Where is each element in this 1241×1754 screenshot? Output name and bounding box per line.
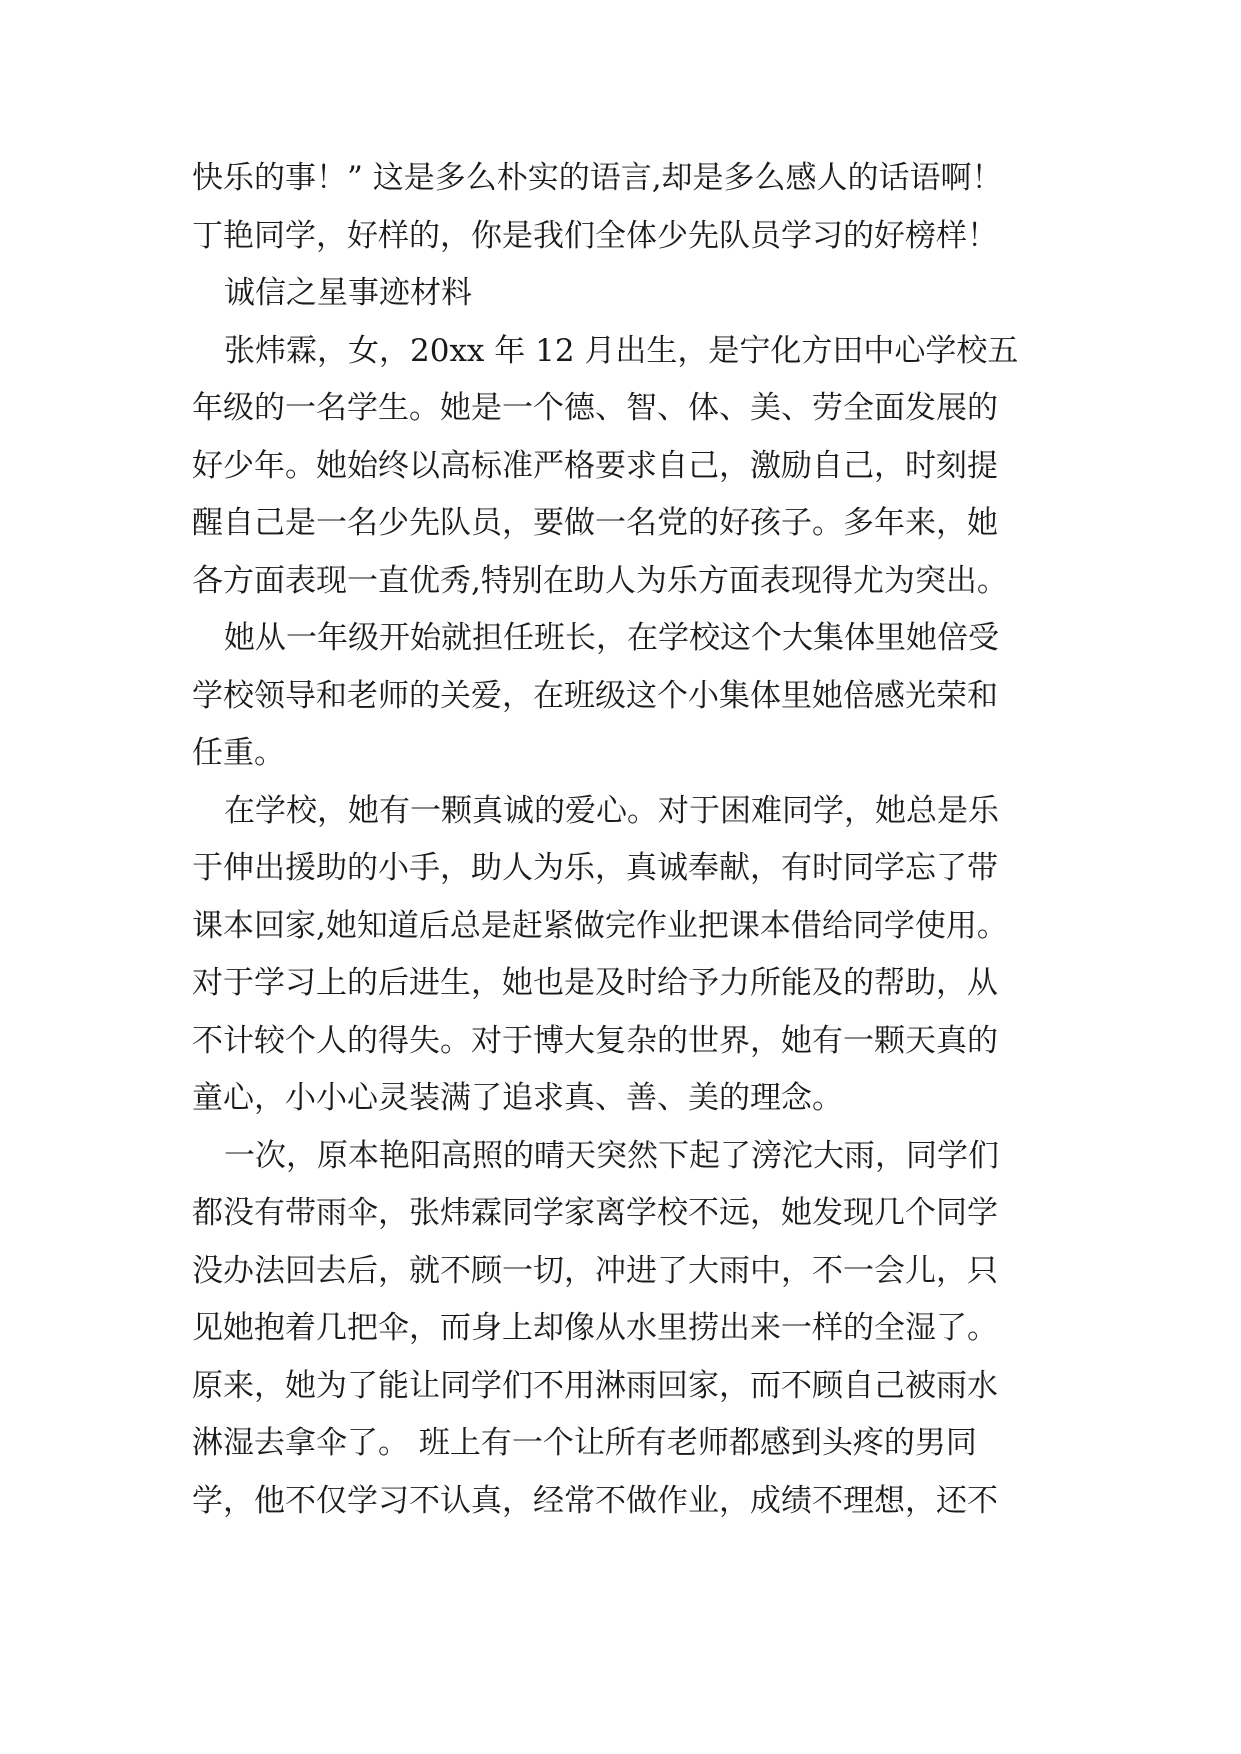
document-body (192, 150, 1072, 1530)
text-line: 她从一年级开始就担任班长，在学校这个大集体里她倍受 (224, 620, 999, 656)
text-line: 都没有带雨伞，张炜霖同学家离学校不远，她发现几个同学 (192, 1195, 998, 1231)
text-line: 好少年。她始终以高标准严格要求自己，激励自己，时刻提 (192, 447, 998, 484)
text-line: 学，他不仅学习不认真，经常不做作业，成绩不理想，还不 (192, 1482, 998, 1519)
text-line: 丁艳同学，好样的，你是我们全体少先队员学习的好榜样！ (192, 217, 998, 254)
text-line: 在学校，她有一颗真诚的爱心。对于困难同学，她总是乐 (224, 792, 999, 829)
text-line: 课本回家,她知道后总是赶紧做完作业把课本借给同学使用。 (192, 907, 1008, 944)
text-line: 没办法回去后，就不顾一切，冲进了大雨中，不一会儿，只 (192, 1252, 998, 1289)
text-line: 童心，小小心灵装满了追求真、善、美的理念。 (192, 1080, 843, 1116)
text-line: 学校领导和老师的关爱，在班级这个小集体里她倍感光荣和 (192, 677, 998, 714)
text-line: 任重。 (192, 735, 285, 771)
text-line: 不计较个人的得失。对于博大复杂的世界，她有一颗天真的 (192, 1022, 998, 1059)
text-line: 各方面表现一直优秀,特别在助人为乐方面表现得尤为突出。 (192, 562, 1008, 599)
text-line: 醒自己是一名少先队员，要做一名党的好孩子。多年来，她 (192, 505, 998, 541)
text-line: 淋湿去拿伞了。 班上有一个让所有老师都感到头疼的男同 (192, 1425, 977, 1461)
text-line: 于伸出援助的小手，助人为乐，真诚奉献，有时同学忘了带 (192, 850, 998, 886)
text-line: 张炜霖，女，20xx 年 12 月出生，是宁化方田中心学校五 (224, 332, 1019, 369)
text-line: 一次，原本艳阳高照的晴天突然下起了滂沱大雨，同学们 (224, 1137, 999, 1174)
text-line: 原来，她为了能让同学们不用淋雨回家，而不顾自己被雨水 (192, 1367, 998, 1404)
text-line: 见她抱着几把伞，而身上却像从水里捞出来一样的全湿了。 (192, 1310, 998, 1346)
text-line: 对于学习上的后进生，她也是及时给予力所能及的帮助，从 (192, 965, 998, 1001)
text-line: 年级的一名学生。她是一个德、智、体、美、劳全面发展的 (192, 390, 998, 426)
section-heading: 诚信之星事迹材料 (224, 275, 472, 311)
text-line: 快乐的事！” 这是多么朴实的语言,却是多么感人的话语啊！ (192, 160, 1003, 196)
